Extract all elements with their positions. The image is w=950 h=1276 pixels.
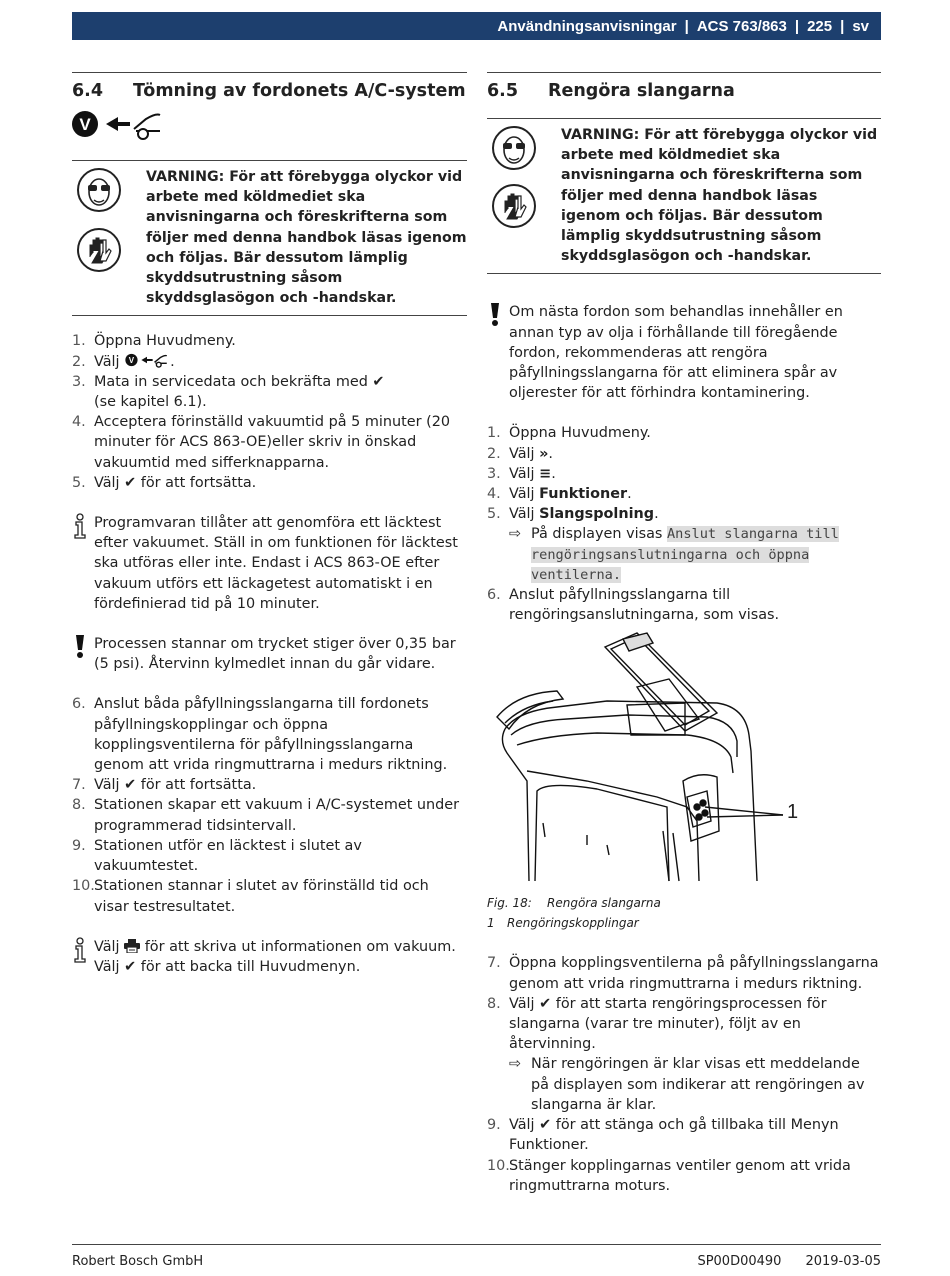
list-item: 7. Öppna kopplingsventilerna på påfyllningsslangarna genom att vrida ringmuttrarna i medurs riktning. xyxy=(487,955,879,992)
left-column xyxy=(72,72,467,977)
steps-list-6 xyxy=(487,585,881,625)
list-item: 8. Välj ✔ för att starta rengöringsprocessen för slangarna (varar tre minuter), följt av en återvinning. xyxy=(487,995,827,1053)
list-item: 3. Mata in servicedata och bekräfta med ✔ (se kapitel 6.1). xyxy=(72,373,385,411)
list-item: 5. Välj Slangspolning. xyxy=(487,506,659,523)
list-item: 2. Välj V . xyxy=(72,353,175,370)
warning-text: VARNING: För att förebygga olyckor vid arbete med köldmediet ska anvisningarna och föreskrifterna som följer med denna handbok läsas igenom och följas. Bär dessutom lämplig skyddsutrustning såsom skyddsglasögon och -handskar. xyxy=(561,127,878,265)
menu-lines-icon: ≡ xyxy=(539,465,552,482)
list-item: 5. Välj ✔ för att fortsätta. xyxy=(72,474,257,491)
list-item: 9. Välj ✔ för att stänga och gå tillbaka till Menyn Funktioner. xyxy=(487,1117,839,1154)
vacuum-mode-icon xyxy=(72,105,467,143)
exclamation-icon xyxy=(72,634,94,674)
result-arrow-icon: ⇨ xyxy=(509,1056,522,1073)
vacuum-mode-icon xyxy=(124,352,170,368)
steps-list-2 xyxy=(487,953,881,1054)
display-message: Anslut slangarna till rengöringsanslutningarna och öppna ventilerna. xyxy=(531,526,839,583)
section-title-6-4: 6.4 Tömning av fordonets A/C-system xyxy=(72,72,467,105)
checkmark-icon: ✔ xyxy=(539,1117,552,1134)
svg-text:V: V xyxy=(128,355,135,365)
svg-text:V: V xyxy=(79,115,91,134)
result-arrow-icon: ⇨ xyxy=(509,526,522,543)
list-item: 7. Välj ✔ för att fortsätta. xyxy=(72,777,257,794)
list-item: 10. Stationen stannar i slutet av förinställd tid och visar testresultatet. xyxy=(72,878,429,915)
info-note-2: Välj för att skriva ut informationen om vakuum. Välj ✔ för att backa till Huvudmenyn. xyxy=(72,937,467,977)
info-note: Programvaran tillåter att genomföra ett läcktest efter vakuumet. Ställ in om funktionen för läcktest ska utföras eller inte. Endast i ACS 863-OE efter vakuum utförs ett läckagetest automatiskt i en fördefinierad tid på 10 minuter. xyxy=(72,513,467,614)
warning-text: VARNING: För att förebygga olyckor vid arbete med köldmediet ska anvisningarna och föreskrifterna som följer med denna handbok läsas igenom och följas. Bär dessutom lämplig skyddsutrustning såsom skyddsglasögon och -handskar. xyxy=(146,169,467,307)
figure-18 xyxy=(487,631,881,883)
header-model: ACS 763/863 xyxy=(696,17,787,35)
list-item: 3. Välj ≡. xyxy=(487,465,556,482)
list-item: 9. Stationen utför en läcktest i slutet av vakuumtestet. xyxy=(72,837,362,875)
list-item: 6. Anslut påfyllningsslangarna till rengöringsanslutningarna, som visas. xyxy=(487,587,780,624)
steps-list-1 xyxy=(487,423,881,524)
section-title-6-5: 6.5 Rengöra slangarna xyxy=(487,72,881,105)
result-line: ⇨ När rengöringen är klar visas ett meddelande på displayen som indikerar att rengöringen av slangarna är klar. xyxy=(487,1054,881,1115)
footer-company: Robert Bosch GmbH xyxy=(72,1254,204,1269)
goggles-icon xyxy=(76,167,122,213)
double-chevron-icon: » xyxy=(539,445,549,462)
page-footer xyxy=(72,1244,881,1269)
caution-note: Processen stannar om trycket stiger över 0,35 bar (5 psi). Återvinn kylmedlet innan du går vidare. xyxy=(72,634,467,674)
header-doc-title: Användningsanvisningar xyxy=(497,17,677,35)
steps-list-2 xyxy=(72,694,467,916)
result-line: ⇨ På displayen visas Anslut slangarna till rengöringsanslutningarna och öppna ventilerna. xyxy=(487,524,881,585)
footer-doc-id: SP00D00490 xyxy=(697,1254,782,1269)
info-icon xyxy=(72,937,94,977)
printer-icon xyxy=(124,939,140,953)
steps-list-3 xyxy=(487,1115,881,1196)
figure-callout-1: 1 xyxy=(787,801,799,824)
list-item: 6. Anslut båda påfyllningsslangarna till fordonets påfyllningskopplingar och öppna kopplingsventilerna för påfyllningsslangarna genom att vrida ringmuttrarna i medurs riktning. xyxy=(72,696,448,774)
checkmark-icon: ✔ xyxy=(372,373,385,390)
header-lang: sv xyxy=(852,17,869,35)
header-page: 225 xyxy=(807,17,833,35)
warning-box xyxy=(487,118,881,274)
list-item: 2. Välj ». xyxy=(487,445,553,462)
page-header: Användningsanvisningar | ACS 763/863 | 225 | sv xyxy=(72,12,881,40)
figure-caption: Fig. 18: Rengöra slangarna xyxy=(487,896,661,911)
right-column xyxy=(487,72,881,1196)
list-item: 4. Acceptera förinställd vakuumtid på 5 minuter (20 minuter för ACS 863-OE)eller skriv in önskad vakuumtid med sifferknapparna. xyxy=(72,414,451,471)
footer-date: 2019-03-05 xyxy=(805,1254,881,1269)
station-illustration xyxy=(487,631,881,883)
exclamation-icon xyxy=(487,302,509,403)
checkmark-icon: ✔ xyxy=(124,958,137,975)
gloves-icon xyxy=(491,183,537,229)
caution-note: Om nästa fordon som behandlas innehåller en annan typ av olja i förhållande till föregående fordon, rekommenderas att rengöra påfyllningsslangarna för att eliminera spår av oljerester för att förhindra kontaminering. xyxy=(487,302,881,403)
goggles-icon xyxy=(491,125,537,171)
info-icon xyxy=(72,513,94,614)
list-item: 4. Välj Funktioner. xyxy=(487,486,632,503)
steps-list-1 xyxy=(72,331,467,493)
checkmark-icon: ✔ xyxy=(124,777,137,794)
list-item: 8. Stationen skapar ett vakuum i A/C-systemet under programmerad tidsintervall. xyxy=(72,797,460,834)
list-item: 10. Stänger kopplingarnas ventiler genom att vrida ringmuttrarna moturs. xyxy=(487,1157,851,1194)
list-item: 1. Öppna Huvudmeny. xyxy=(72,333,236,350)
list-item: 1. Öppna Huvudmeny. xyxy=(487,425,651,442)
checkmark-icon: ✔ xyxy=(539,995,552,1012)
gloves-icon xyxy=(76,227,122,273)
checkmark-icon: ✔ xyxy=(124,474,137,491)
warning-box xyxy=(72,160,467,316)
figure-legend: 1 Rengöringskopplingar xyxy=(487,916,639,931)
